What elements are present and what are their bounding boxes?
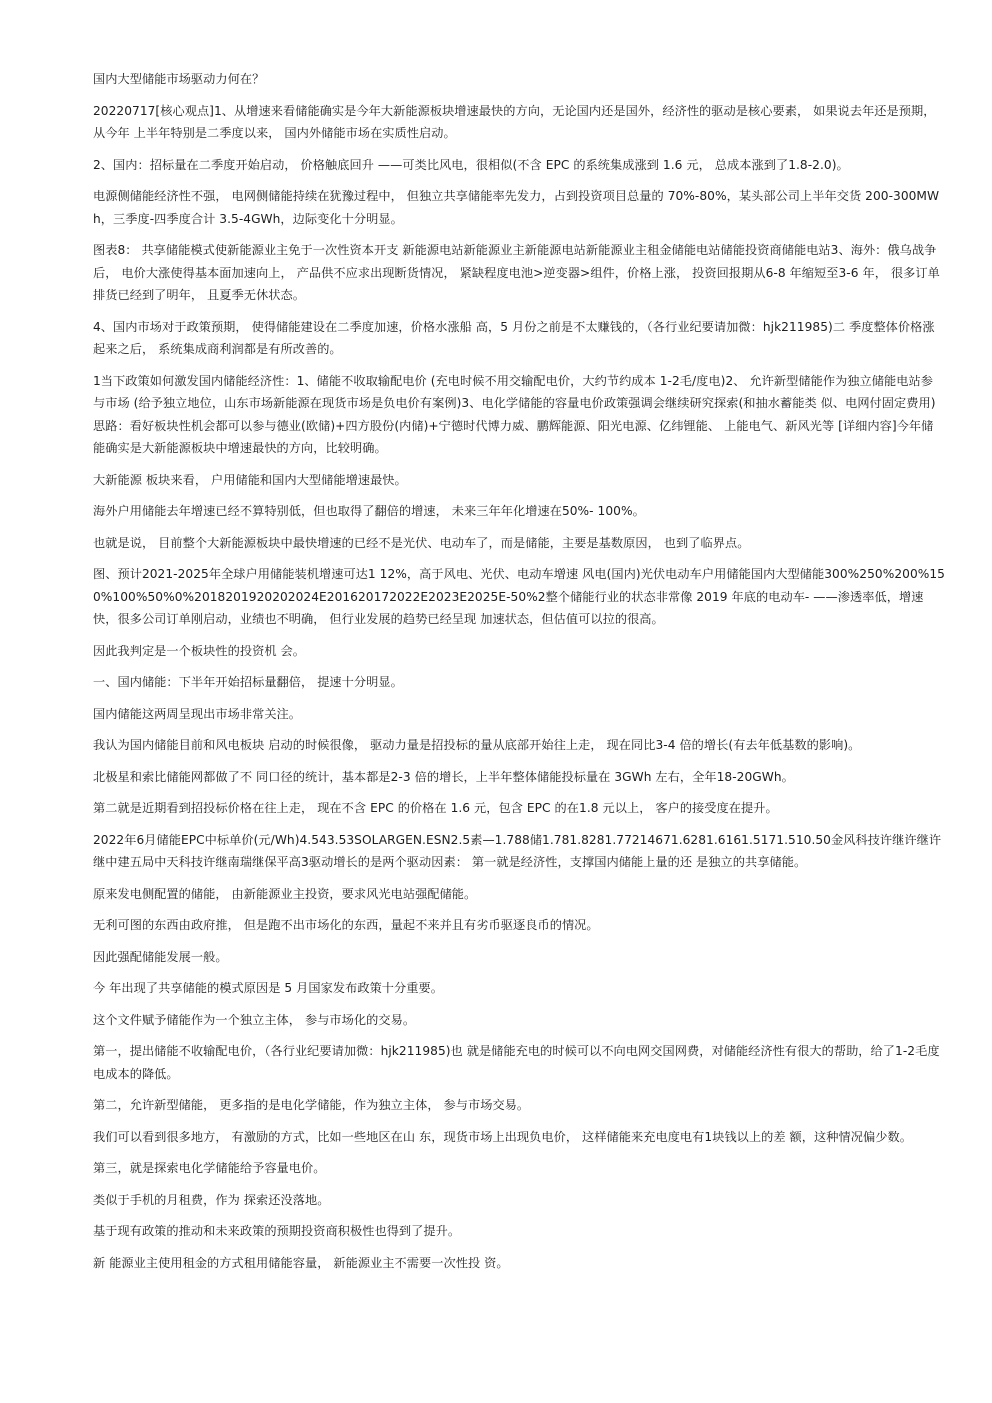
- paragraph: 图表8： 共享储能模式使新能源业主免于一次性资本开支 新能源电站新能源业主新能源电站新能源业主租金储能电站储能投资商储能电站3、海外：俄乌战争后， 电价大涨使得基本面加速向上， 产品供不应求出现断货情况， 紧缺程度电池>逆变器>组件，价格上涨， 投资回报期从6-8 年缩短至3-6 年， 很多订单排货已经到了明年， 且夏季无休状态。: [93, 243, 940, 302]
- paragraph: 1当下政策如何激发国内储能经济性：1、储能不收取输配电价 (充电时候不用交输配电价，大约节约成本 1-2毛/度电)2、 允许新型储能作为独立储能电站参与市场 (给予独立地位，山东市场新能源在现货市场是负电价有案例)3、电化学储能的容量电价政策强调会继续研究探索(和抽水蓄能类 似、电网付固定费用)思路：看好板块性机会都可以参与德业(欧储)+四方股份(内储)+宁德时代博力威、鹏辉能源、阳光电源、亿纬锂能、 上能电气、新风光等 [详细内容]今年储能确实是大新能源板块中增速最快的方向，比较明确。: [93, 373, 936, 455]
- paragraph: 北极星和索比储能网都做了不 同口径的统计，基本都是2-3 倍的增长，上半年整体储能投标量在 3GWh 左右，全年18-20GWh。: [93, 769, 794, 784]
- paragraph: 因此强配储能发展一般。: [93, 949, 228, 964]
- paragraph: 类似于手机的月租费，作为 探索还没落地。: [93, 1192, 330, 1207]
- paragraph: 我认为国内储能目前和风电板块 启动的时候很像， 驱动力量是招投标的量从底部开始往上走， 现在同比3-4 倍的增长(有去年低基数的影响)。: [93, 738, 861, 752]
- paragraph: 这个文件赋予储能作为一个独立主体， 参与市场化的交易。: [93, 1012, 416, 1027]
- doc-title: 国内大型储能市场驱动力何在？: [93, 72, 265, 86]
- paragraph: 一、国内储能：下半年开始招标量翻倍， 提速十分明显。: [93, 675, 403, 689]
- paragraph: 第三，就是探索电化学储能给予容量电价。: [93, 1161, 326, 1175]
- paragraph: 2、国内：招标量在二季度开始启动， 价格触底回升 ——可类比风电，很相似(不含 EPC 的系统集成涨到 1.6 元， 总成本涨到了1.8-2.0)。: [93, 157, 849, 172]
- paragraph: 新 能源业主使用租金的方式租用储能容量， 新能源业主不需要一次性投 资。: [93, 1255, 509, 1270]
- document-body: [93, 68, 945, 1283]
- paragraph: 因此我判定是一个板块性的投资机 会。: [93, 643, 305, 658]
- paragraph: 第二就是近期看到招投标价格在往上走， 现在不含 EPC 的价格在 1.6 元，包含 EPC 的在1.8 元以上， 客户的接受度在提升。: [93, 801, 778, 815]
- paragraph: 基于现有政策的推动和未来政策的预期投资商积极性也得到了提升。: [93, 1224, 461, 1238]
- paragraph: 4、国内市场对于政策预期， 使得储能建设在二季度加速，价格水涨船 高，5 月份之前是不太赚钱的，（各行业纪要请加微：hjk211985)二 季度整体价格涨起来之后， 系统集成商利润都是有所改善的。: [93, 319, 935, 356]
- paragraph: 也就是说， 目前整个大新能源板块中最快增速的已经不是光伏、电动车了，而是储能，主要是基数原因， 也到了临界点。: [93, 535, 750, 550]
- paragraph: 我们可以看到很多地方， 有激励的方式，比如一些地区在山 东，现货市场上出现负电价， 这样储能来充电度电有1块钱以上的差 额，这种情况偏少数。: [93, 1129, 912, 1144]
- paragraph: 无利可图的东西由政府推， 但是跑不出市场化的东西，量起不来并且有劣币驱逐良币的情况。: [93, 918, 599, 932]
- paragraph: 大新能源 板块来看， 户用储能和国内大型储能增速最快。: [93, 472, 407, 487]
- paragraph: 2022年6月储能EPC中标单价(元/Wh)4.543.53SOLARGEN.ESN2.5素—1.788储1.781.8281.77214671.6281.6161.5171.510.50金风科技许继许继许继中建五局中天科技许继南瑞继保平高3驱动增长的是两个驱动因素： 第一就是经济性，支撑国内储能上量的还 是独立的共享储能。: [93, 832, 942, 869]
- paragraph: 电源侧储能经济性不强， 电网侧储能持续在犹豫过程中， 但独立共享储能率先发力，占到投资项目总量的 70%-80%，某头部公司上半年交货 200-300MWh，三季度-四季度合计 3.5-4GWh，边际变化十分明显。: [93, 189, 940, 226]
- paragraph: 今 年出现了共享储能的模式原因是 5 月国家发布政策十分重要。: [93, 981, 443, 995]
- paragraph: 国内储能这两周呈现出市场非常关注。: [93, 706, 302, 721]
- paragraph: 第二，允许新型储能， 更多指的是电化学储能，作为独立主体， 参与市场交易。: [93, 1098, 530, 1112]
- paragraph: 海外户用储能去年增速已经不算特别低，但也取得了翻倍的增速， 未来三年年化增速在50%- 100%。: [93, 504, 645, 518]
- paragraph: 第一，提出储能不收输配电价，（各行业纪要请加微：hjk211985)也 就是储能充电的时候可以不向电网交国网费，对储能经济性有很大的帮助，给了1-2毛度电成本的降低。: [93, 1044, 940, 1081]
- paragraph: 20220717[核心观点]1、从增速来看储能确实是今年大新能源板块增速最快的方向，无论国内还是国外，经济性的驱动是核心要素， 如果说去年还是预期，从今年 上半年特别是二季度以来， 国内外储能市场在实质性启动。: [93, 103, 936, 140]
- paragraph: 原来发电侧配置的储能， 由新能源业主投资，要求风光电站强配储能。: [93, 886, 477, 901]
- paragraph: 图、预计2021-2025年全球户用储能装机增速可达1 12%，高于风电、光伏、电动车增速 风电(国内)光伏电动车户用储能国内大型储能300%250%200%150%100%50%0%2018201920202024E201620172022E2023E2025E-50%2整个储能行业的状态非常像 2019 年底的电动车- ——渗透率低，增速快，很多公司订单刚启动，业绩也不明确， 但行业发展的趋势已经呈现 加速状态，但估值可以拉的很高。: [93, 567, 945, 626]
